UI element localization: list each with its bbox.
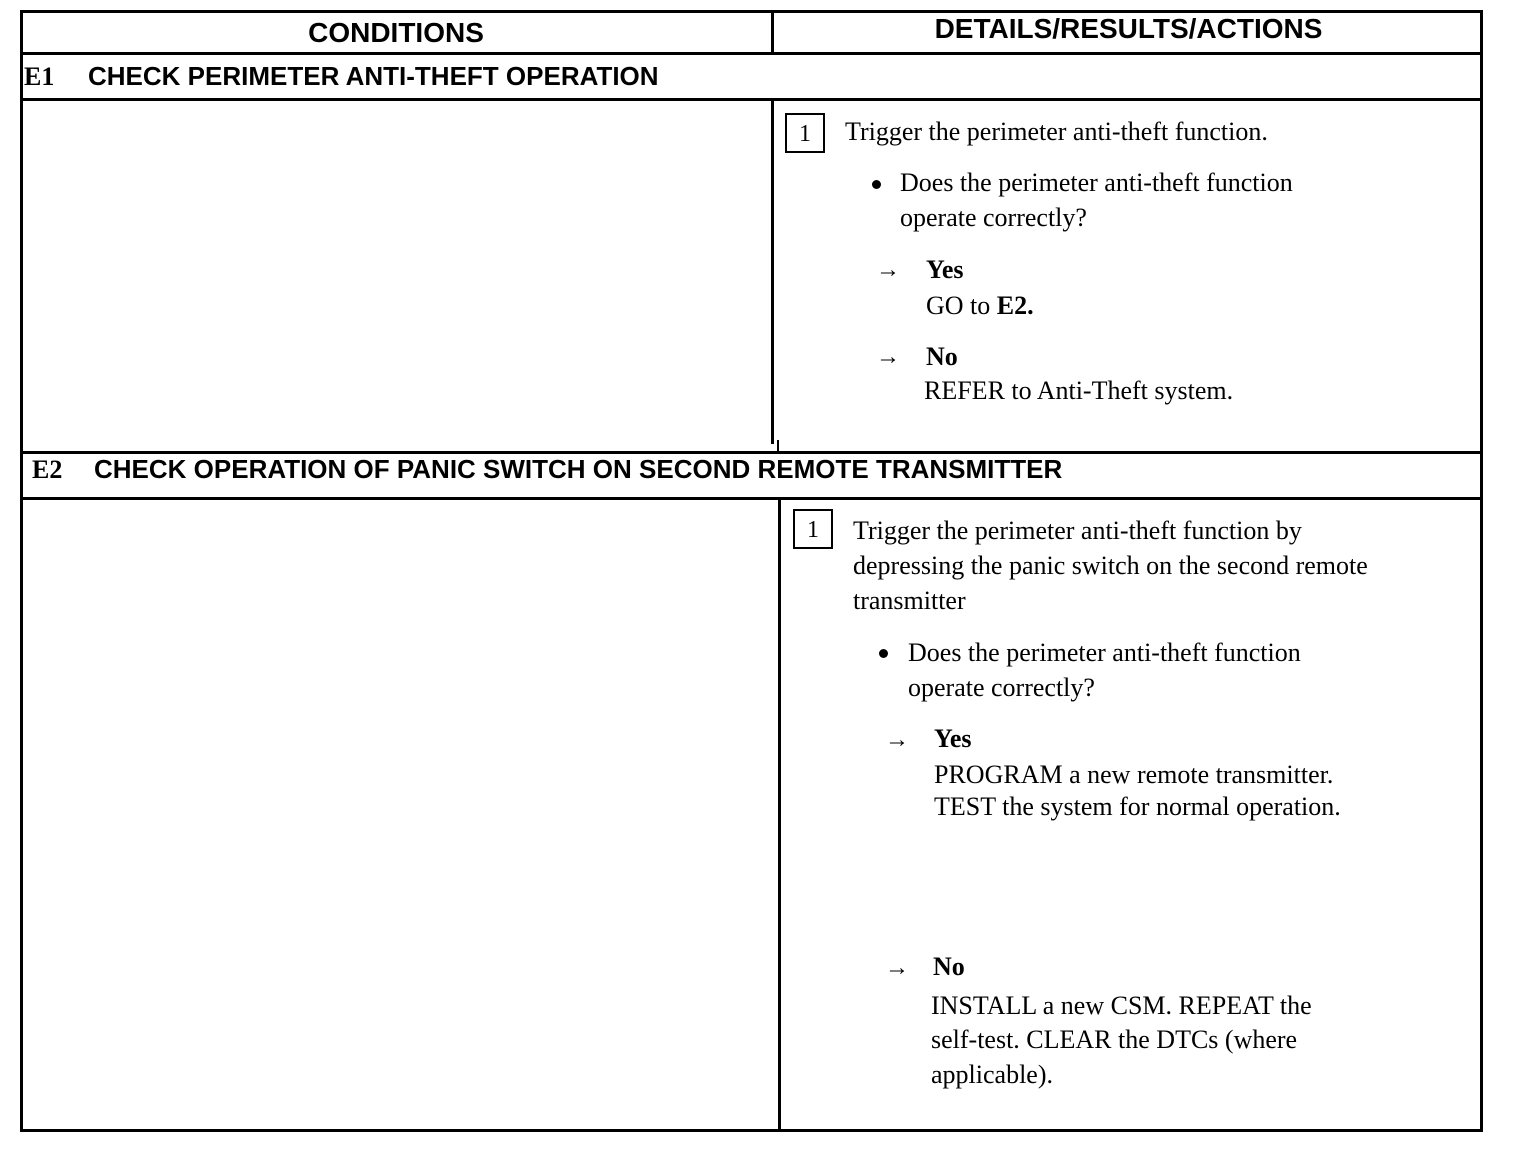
conditions-header: CONDITIONS (308, 17, 484, 48)
bullet-icon (879, 649, 888, 658)
bullet-icon (872, 180, 881, 189)
no-action: applicable). (931, 1060, 1053, 1089)
question-line: operate correctly? (908, 673, 1095, 702)
step-instruction: transmitter (853, 586, 966, 615)
yes-action-target: E2. (996, 291, 1034, 320)
e2-title-divider (20, 497, 1483, 500)
yes-label: Yes (934, 724, 972, 753)
step-instruction: Trigger the perimeter anti-theft function by (853, 516, 1302, 545)
right-arrow-icon: → (885, 955, 909, 981)
question-line: operate correctly? (900, 203, 1087, 232)
no-action: INSTALL a new CSM. REPEAT the (931, 991, 1312, 1020)
section-e1-title (24, 54, 659, 98)
yes-action-prefix: GO to (926, 291, 997, 320)
yes-action: TEST the system for normal operation. (934, 792, 1341, 821)
no-label: No (926, 342, 958, 371)
e2-column-divider (778, 497, 781, 1132)
right-arrow-icon: → (885, 727, 909, 753)
yes-label: Yes (926, 255, 964, 284)
right-arrow-icon: → (876, 344, 900, 370)
e1-column-divider (771, 98, 774, 444)
yes-action (926, 288, 1034, 323)
section-title-text: CHECK OPERATION OF PANIC SWITCH ON SECOND REMOTE TRANSMITTER (94, 454, 1063, 484)
right-arrow-icon: → (876, 257, 900, 283)
e1-title-divider (20, 98, 1483, 101)
question-line: Does the perimeter anti-theft function (900, 168, 1293, 197)
step-number-box: 1 (793, 509, 833, 549)
details-header: DETAILS/RESULTS/ACTIONS (934, 13, 1323, 44)
section-id: E1 (24, 62, 55, 91)
section-e2-title (24, 447, 1062, 491)
section-id: E2 (32, 455, 63, 484)
no-action: REFER to Anti-Theft system. (924, 376, 1234, 405)
step-number-box: 1 (785, 113, 825, 153)
section-title-text: CHECK PERIMETER ANTI-THEFT OPERATION (88, 61, 659, 91)
step-instruction: Trigger the perimeter anti-theft function. (845, 117, 1268, 146)
step-instruction: depressing the panic switch on the second remote (853, 551, 1368, 580)
yes-action: PROGRAM a new remote transmitter. (934, 760, 1334, 789)
no-action: self-test. CLEAR the DTCs (where (931, 1025, 1298, 1054)
no-label: No (933, 952, 965, 981)
question-line: Does the perimeter anti-theft function (908, 638, 1301, 667)
